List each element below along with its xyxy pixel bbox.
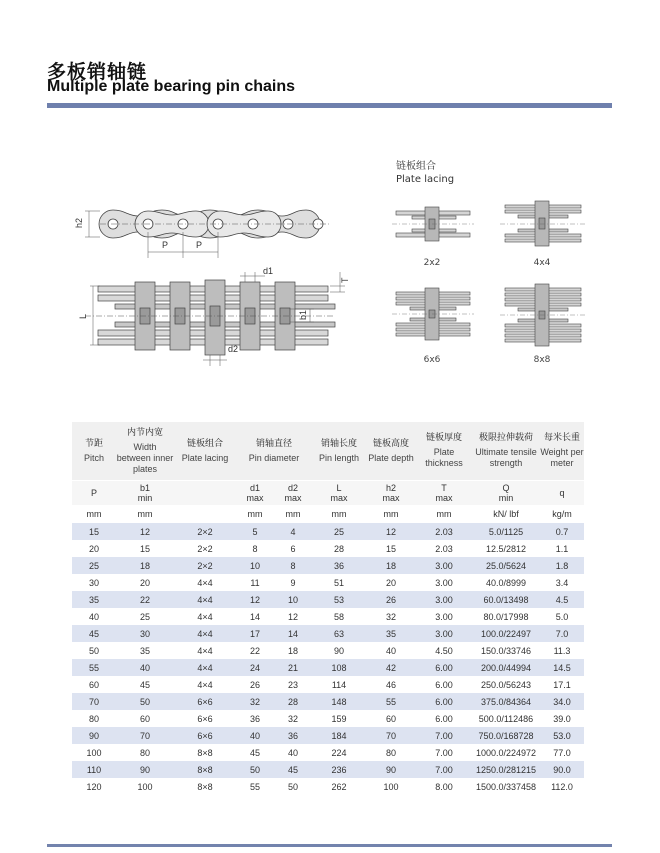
table-row	[72, 625, 584, 642]
table-cell: 60.0/13498	[472, 591, 540, 608]
table-cell: 3.4	[540, 574, 584, 591]
symbol-cell: Q min	[472, 481, 540, 506]
table-cell: 236	[312, 761, 366, 778]
table-cell: 28	[312, 540, 366, 557]
table-cell: 28	[274, 693, 312, 710]
header-plate-thickness: 链板厚度 Plate thickness	[416, 422, 472, 481]
table-cell: 40	[72, 608, 116, 625]
table-cell: 114	[312, 676, 366, 693]
table-cell: 21	[274, 659, 312, 676]
table-row	[72, 727, 584, 744]
table-cell: 25.0/5624	[472, 557, 540, 574]
table-cell: 4×4	[174, 659, 236, 676]
table-cell: 50	[116, 693, 174, 710]
table-cell: 17	[236, 625, 274, 642]
table-cell: 100	[116, 778, 174, 795]
table-cell: 5.0/1125	[472, 523, 540, 540]
symbol-cell: b1 min	[116, 481, 174, 506]
table-cell: 45	[116, 676, 174, 693]
table-row	[72, 540, 584, 557]
table-cell: 3.00	[416, 574, 472, 591]
table-cell: 35	[72, 591, 116, 608]
table-cell: 6.00	[416, 676, 472, 693]
unit-cell: mm	[366, 505, 416, 523]
table-cell: 45	[72, 625, 116, 642]
table-cell: 4×4	[174, 642, 236, 659]
table-cell: 6×6	[174, 727, 236, 744]
symbol-cell: T max	[416, 481, 472, 506]
table-cell: 12	[274, 608, 312, 625]
dim-h2: h2	[74, 217, 84, 228]
table-cell: 40	[366, 642, 416, 659]
table-cell: 20	[72, 540, 116, 557]
header-lacing: 链板组合 Plate lacing	[174, 422, 236, 481]
table-unit-row	[72, 505, 584, 523]
table-cell: 4.50	[416, 642, 472, 659]
plate-lacing-title	[396, 160, 454, 186]
table-cell: 50	[72, 642, 116, 659]
table-cell: 42	[366, 659, 416, 676]
symbol-cell	[174, 481, 236, 506]
table-header-row	[72, 422, 584, 481]
table-cell: 148	[312, 693, 366, 710]
symbol-cell: q	[540, 481, 584, 506]
symbol-cell: h2 max	[366, 481, 416, 506]
table-cell: 23	[274, 676, 312, 693]
table-cell: 36	[274, 727, 312, 744]
spec-table	[72, 422, 584, 795]
table-cell: 11.3	[540, 642, 584, 659]
table-cell: 36	[236, 710, 274, 727]
table-cell: 2×2	[174, 557, 236, 574]
table-cell: 6×6	[174, 710, 236, 727]
dim-t: T	[340, 277, 350, 283]
table-cell: 8.00	[416, 778, 472, 795]
header-pitch: 节距 Pitch	[72, 422, 116, 481]
table-cell: 32	[236, 693, 274, 710]
footer-divider	[47, 844, 612, 847]
lacing-label-2x2: 2x2	[423, 258, 441, 268]
table-cell: 35	[116, 642, 174, 659]
table-row	[72, 659, 584, 676]
table-cell: 5	[236, 523, 274, 540]
table-cell: 55	[366, 693, 416, 710]
symbol-cell: L max	[312, 481, 366, 506]
table-cell: 80.0/17998	[472, 608, 540, 625]
table-cell: 1000.0/224972	[472, 744, 540, 761]
unit-cell: mm	[72, 505, 116, 523]
table-cell: 3.00	[416, 625, 472, 642]
table-cell: 80	[116, 744, 174, 761]
table-cell: 25	[116, 608, 174, 625]
table-cell: 1500.0/337458	[472, 778, 540, 795]
table-cell: 4×4	[174, 591, 236, 608]
lacing-6x6-drawing	[392, 288, 474, 340]
table-cell: 18	[366, 557, 416, 574]
table-cell: 100	[366, 778, 416, 795]
table-cell: 2×2	[174, 523, 236, 540]
table-cell: 12	[236, 591, 274, 608]
table-cell: 7.00	[416, 744, 472, 761]
table-cell: 90	[72, 727, 116, 744]
dim-l: L	[78, 313, 88, 319]
table-cell: 24	[236, 659, 274, 676]
table-cell: 4×4	[174, 574, 236, 591]
page-title-en: Multiple plate bearing pin chains	[47, 78, 296, 95]
table-cell: 8×8	[174, 778, 236, 795]
table-cell: 60	[72, 676, 116, 693]
table-cell: 40	[274, 744, 312, 761]
table-cell: 20	[366, 574, 416, 591]
table-cell: 4	[274, 523, 312, 540]
table-cell: 25	[312, 523, 366, 540]
table-cell: 80	[72, 710, 116, 727]
table-row	[72, 591, 584, 608]
table-cell: 6	[274, 540, 312, 557]
table-cell: 40	[236, 727, 274, 744]
table-cell: 4.5	[540, 591, 584, 608]
table-cell: 262	[312, 778, 366, 795]
dim-d1: d1	[263, 266, 274, 276]
table-row	[72, 778, 584, 795]
table-cell: 200.0/44994	[472, 659, 540, 676]
header-pin-diameter: 销轴直径 Pin diameter	[236, 422, 312, 481]
symbol-cell: d2 max	[274, 481, 312, 506]
table-cell: 1.1	[540, 540, 584, 557]
lacing-label-4x4: 4x4	[533, 258, 551, 268]
table-cell: 6.00	[416, 710, 472, 727]
table-cell: 6.00	[416, 659, 472, 676]
table-cell: 3.00	[416, 557, 472, 574]
table-cell: 39.0	[540, 710, 584, 727]
table-cell: 15	[116, 540, 174, 557]
table-cell: 4×4	[174, 608, 236, 625]
dim-b1: b1	[298, 309, 308, 320]
table-cell: 8×8	[174, 761, 236, 778]
table-cell: 224	[312, 744, 366, 761]
table-cell: 1250.0/281215	[472, 761, 540, 778]
table-cell: 40.0/8999	[472, 574, 540, 591]
table-cell: 50	[236, 761, 274, 778]
lacing-8x8-drawing	[500, 284, 586, 346]
unit-cell	[174, 505, 236, 523]
table-cell: 110	[72, 761, 116, 778]
page-title-cn: 多板销轴链	[47, 61, 148, 83]
table-cell: 159	[312, 710, 366, 727]
unit-cell: kg/m	[540, 505, 584, 523]
table-cell: 11	[236, 574, 274, 591]
table-cell: 7.00	[416, 761, 472, 778]
header-weight: 每米长重 Weight per meter	[540, 422, 584, 481]
table-cell: 6.00	[416, 693, 472, 710]
table-cell: 0.7	[540, 523, 584, 540]
table-cell: 3.00	[416, 608, 472, 625]
header-pin-length: 销轴长度 Pin length	[312, 422, 366, 481]
table-row	[72, 744, 584, 761]
unit-cell: kN/ lbf	[472, 505, 540, 523]
table-cell: 15	[366, 540, 416, 557]
table-cell: 12	[366, 523, 416, 540]
table-cell: 58	[312, 608, 366, 625]
table-cell: 90.0	[540, 761, 584, 778]
table-cell: 5.0	[540, 608, 584, 625]
table-cell: 51	[312, 574, 366, 591]
table-cell: 70	[72, 693, 116, 710]
table-cell: 108	[312, 659, 366, 676]
table-cell: 30	[116, 625, 174, 642]
table-cell: 14	[274, 625, 312, 642]
table-cell: 3.00	[416, 591, 472, 608]
table-row	[72, 574, 584, 591]
table-cell: 7.00	[416, 727, 472, 744]
table-cell: 10	[274, 591, 312, 608]
table-cell: 90	[312, 642, 366, 659]
table-cell: 45	[236, 744, 274, 761]
table-cell: 53	[312, 591, 366, 608]
plate-lacing-title-en: Plate lacing	[396, 174, 455, 185]
table-cell: 77.0	[540, 744, 584, 761]
table-row	[72, 710, 584, 727]
table-cell: 7.0	[540, 625, 584, 642]
table-cell: 26	[366, 591, 416, 608]
table-cell: 120	[72, 778, 116, 795]
table-symbol-row	[72, 481, 584, 506]
table-cell: 50	[274, 778, 312, 795]
table-row	[72, 676, 584, 693]
table-cell: 30	[72, 574, 116, 591]
table-cell: 14	[236, 608, 274, 625]
table-cell: 8	[236, 540, 274, 557]
lacing-label-6x6: 6x6	[423, 355, 441, 365]
table-cell: 6×6	[174, 693, 236, 710]
table-cell: 500.0/112486	[472, 710, 540, 727]
table-row	[72, 557, 584, 574]
plate-lacing-title-cn: 链板组合	[396, 161, 436, 172]
table-cell: 60	[116, 710, 174, 727]
table-cell: 8	[274, 557, 312, 574]
table-cell: 55	[72, 659, 116, 676]
table-cell: 46	[366, 676, 416, 693]
table-cell: 25	[72, 557, 116, 574]
table-cell: 14.5	[540, 659, 584, 676]
table-cell: 45	[274, 761, 312, 778]
table-cell: 4×4	[174, 625, 236, 642]
table-cell: 2×2	[174, 540, 236, 557]
table-cell: 100	[72, 744, 116, 761]
table-cell: 90	[366, 761, 416, 778]
table-cell: 90	[116, 761, 174, 778]
table-cell: 17.1	[540, 676, 584, 693]
table-row	[72, 523, 584, 540]
lacing-label-8x8: 8x8	[533, 355, 551, 365]
lacing-4x4-drawing	[500, 201, 586, 246]
table-cell: 250.0/56243	[472, 676, 540, 693]
table-row	[72, 761, 584, 778]
table-cell: 750.0/168728	[472, 727, 540, 744]
table-cell: 35	[366, 625, 416, 642]
table-cell: 8×8	[174, 744, 236, 761]
unit-cell: mm	[274, 505, 312, 523]
table-cell: 53.0	[540, 727, 584, 744]
table-cell: 32	[274, 710, 312, 727]
table-cell: 1.8	[540, 557, 584, 574]
table-row	[72, 693, 584, 710]
dim-pitch-1: P	[162, 240, 169, 250]
table-cell: 2.03	[416, 540, 472, 557]
table-row	[72, 608, 584, 625]
dim-d2: d2	[228, 344, 239, 354]
table-cell: 40	[116, 659, 174, 676]
table-cell: 9	[274, 574, 312, 591]
table-cell: 34.0	[540, 693, 584, 710]
table-cell: 36	[312, 557, 366, 574]
table-cell: 12.5/2812	[472, 540, 540, 557]
table-cell: 15	[72, 523, 116, 540]
table-cell: 20	[116, 574, 174, 591]
header-tensile: 极限拉伸载荷 Ultimate tensile strength	[472, 422, 540, 481]
unit-cell: mm	[116, 505, 174, 523]
symbol-cell: P	[72, 481, 116, 506]
header-plate-depth: 链板高度 Plate depth	[366, 422, 416, 481]
table-cell: 70	[116, 727, 174, 744]
table-cell: 63	[312, 625, 366, 642]
table-cell: 10	[236, 557, 274, 574]
lacing-2x2-drawing	[392, 207, 474, 241]
table-cell: 80	[366, 744, 416, 761]
table-cell: 18	[116, 557, 174, 574]
unit-cell: mm	[416, 505, 472, 523]
table-cell: 70	[366, 727, 416, 744]
table-cell: 4×4	[174, 676, 236, 693]
unit-cell: mm	[312, 505, 366, 523]
table-row	[72, 642, 584, 659]
table-cell: 18	[274, 642, 312, 659]
table-cell: 22	[116, 591, 174, 608]
table-cell: 100.0/22497	[472, 625, 540, 642]
header-width: 内节内宽 Width between inner plates	[116, 422, 174, 481]
unit-cell: mm	[236, 505, 274, 523]
table-cell: 60	[366, 710, 416, 727]
table-cell: 55	[236, 778, 274, 795]
table-cell: 12	[116, 523, 174, 540]
table-cell: 112.0	[540, 778, 584, 795]
dim-pitch-2: P	[196, 240, 203, 250]
table-cell: 32	[366, 608, 416, 625]
table-cell: 2.03	[416, 523, 472, 540]
symbol-cell: d1 max	[236, 481, 274, 506]
table-cell: 22	[236, 642, 274, 659]
table-cell: 150.0/33746	[472, 642, 540, 659]
table-cell: 375.0/84364	[472, 693, 540, 710]
table-cell: 26	[236, 676, 274, 693]
table-cell: 184	[312, 727, 366, 744]
